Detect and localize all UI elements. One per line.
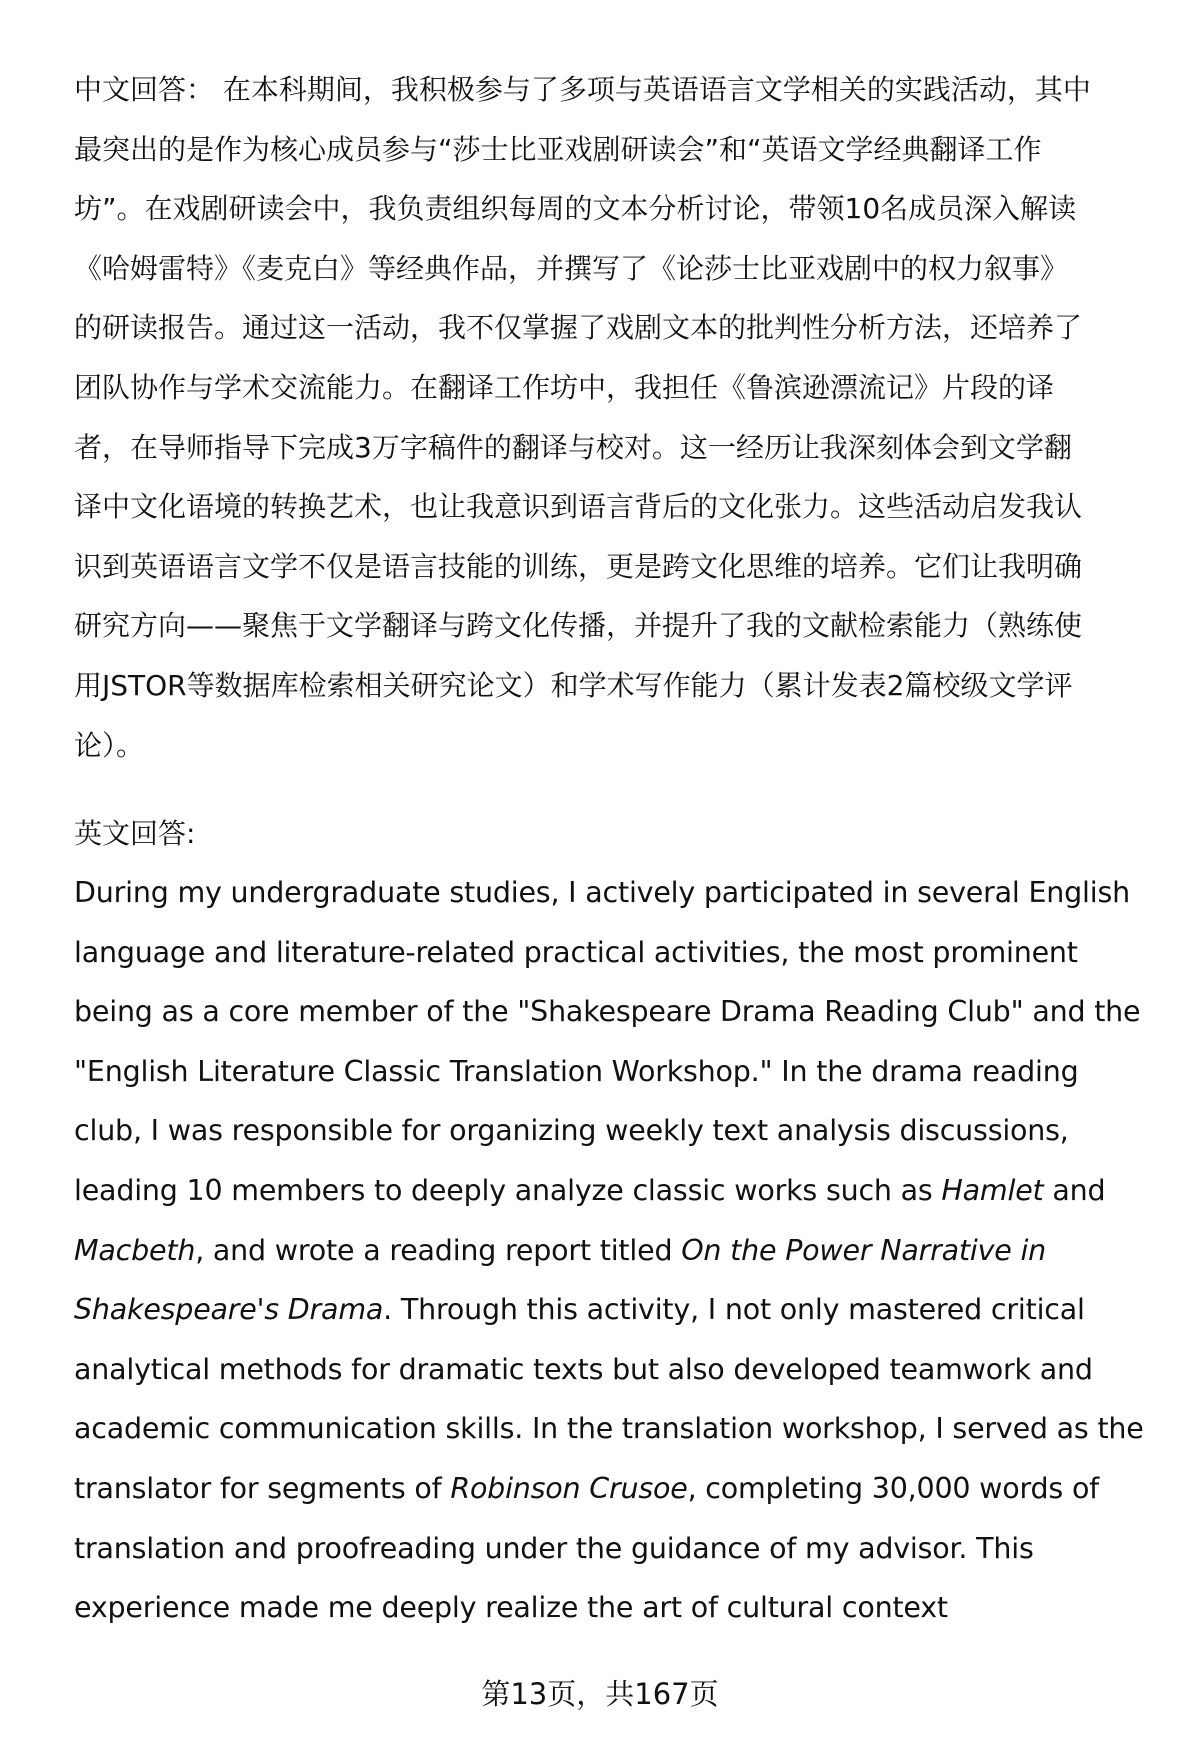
text-segment: analytical methods for dramatic texts but also developed teamwork and <box>74 1352 1093 1386</box>
italic-title-text: Hamlet <box>941 1173 1044 1207</box>
text-line: 《哈姆雷特》《麦克白》等经典作品，并撰写了《论莎士比亚戏剧中的权力叙事》 <box>74 251 1069 285</box>
text-line <box>74 1221 1164 1281</box>
text-segment: , completing 30,000 words of <box>687 1471 1100 1505</box>
text-line <box>74 982 1164 1042</box>
text-segment: experience made me deeply realize the art of cultural context <box>74 1591 948 1625</box>
english-answer-label: 英文回答: <box>74 817 196 850</box>
italic-title-text: Robinson Crusoe <box>450 1471 688 1505</box>
english-answer-paragraph <box>74 863 1164 1638</box>
text-line: 的研读报告。通过这一活动，我不仅掌握了戏剧文本的批判性分析方法，还培养了 <box>74 311 1083 345</box>
text-segment: and <box>1043 1173 1106 1207</box>
text-line <box>74 923 1164 983</box>
text-segment: being as a core member of the "Shakespeare Drama Reading Club" and the <box>74 995 1141 1029</box>
text-line: 最突出的是作为核心成员参与“莎士比亚戏剧研读会”和“英语文学经典翻译工作 <box>74 132 1042 166</box>
page-indicator: 第13页，共167页 <box>481 1677 719 1711</box>
text-line: 论）。 <box>74 728 145 762</box>
text-line <box>74 1280 1164 1340</box>
chinese-answer-paragraph <box>74 60 1164 775</box>
text-line <box>74 1399 1164 1459</box>
text-segment: academic communication skills. In the translation workshop, I served as the <box>74 1412 1144 1446</box>
text-line: 译中文化语境的转换艺术，也让我意识到语言背后的文化张力。这些活动启发我认 <box>74 490 1083 524</box>
italic-title-text: Macbeth <box>74 1233 196 1267</box>
text-segment: language and literature-related practical activities, the most prominent <box>74 935 1078 969</box>
text-segment: translation and proofreading under the guidance of my advisor. This <box>74 1531 1034 1565</box>
text-line: 识到英语语言文学不仅是语言技能的训练，更是跨文化思维的培养。它们让我明确 <box>74 549 1083 583</box>
text-segment: During my undergraduate studies, I actively participated in several English <box>74 876 1130 909</box>
text-line <box>74 1519 1164 1579</box>
italic-title-text: Shakespeare's Drama <box>74 1293 384 1327</box>
text-line <box>74 863 1164 923</box>
text-line <box>74 1578 1164 1638</box>
text-line: 团队协作与学术交流能力。在翻译工作坊中，我担任《鲁滨逊漂流记》片段的译 <box>74 370 1055 404</box>
text-segment: leading 10 members to deeply analyze classic works such as <box>74 1173 942 1207</box>
text-segment: . Through this activity, I not only mastered critical <box>383 1293 1085 1327</box>
text-segment: , and wrote a reading report titled <box>195 1233 682 1267</box>
text-line: 坊”。在戏剧研读会中，我负责组织每周的文本分析讨论，带领10名成员深入解读 <box>74 192 1077 226</box>
italic-title-text: On the Power Narrative in <box>681 1233 1047 1267</box>
text-line <box>74 1161 1164 1221</box>
text-line: 研究方向——聚焦于文学翻译与跨文化传播，并提升了我的文献检索能力（熟练使 <box>74 609 1083 643</box>
text-line: 中文回答： 在本科期间，我积极参与了多项与英语语言文学相关的实践活动，其中 <box>74 73 1091 106</box>
text-line: 用JSTOR等数据库检索相关研究论文）和学术写作能力（累计发表2篇校级文学评 <box>74 668 1073 702</box>
text-line <box>74 1042 1164 1102</box>
text-line: 者，在导师指导下完成3万字稿件的翻译与校对。这一经历让我深刻体会到文学翻 <box>74 430 1072 464</box>
text-segment: club, I was responsible for organizing weekly text analysis discussions, <box>74 1114 1069 1148</box>
text-line <box>74 1340 1164 1400</box>
text-segment: translator for segments of <box>74 1471 451 1505</box>
text-line <box>74 1459 1164 1519</box>
text-segment: "English Literature Classic Translation Workshop." In the drama reading <box>74 1054 1079 1088</box>
text-line <box>74 1101 1164 1161</box>
